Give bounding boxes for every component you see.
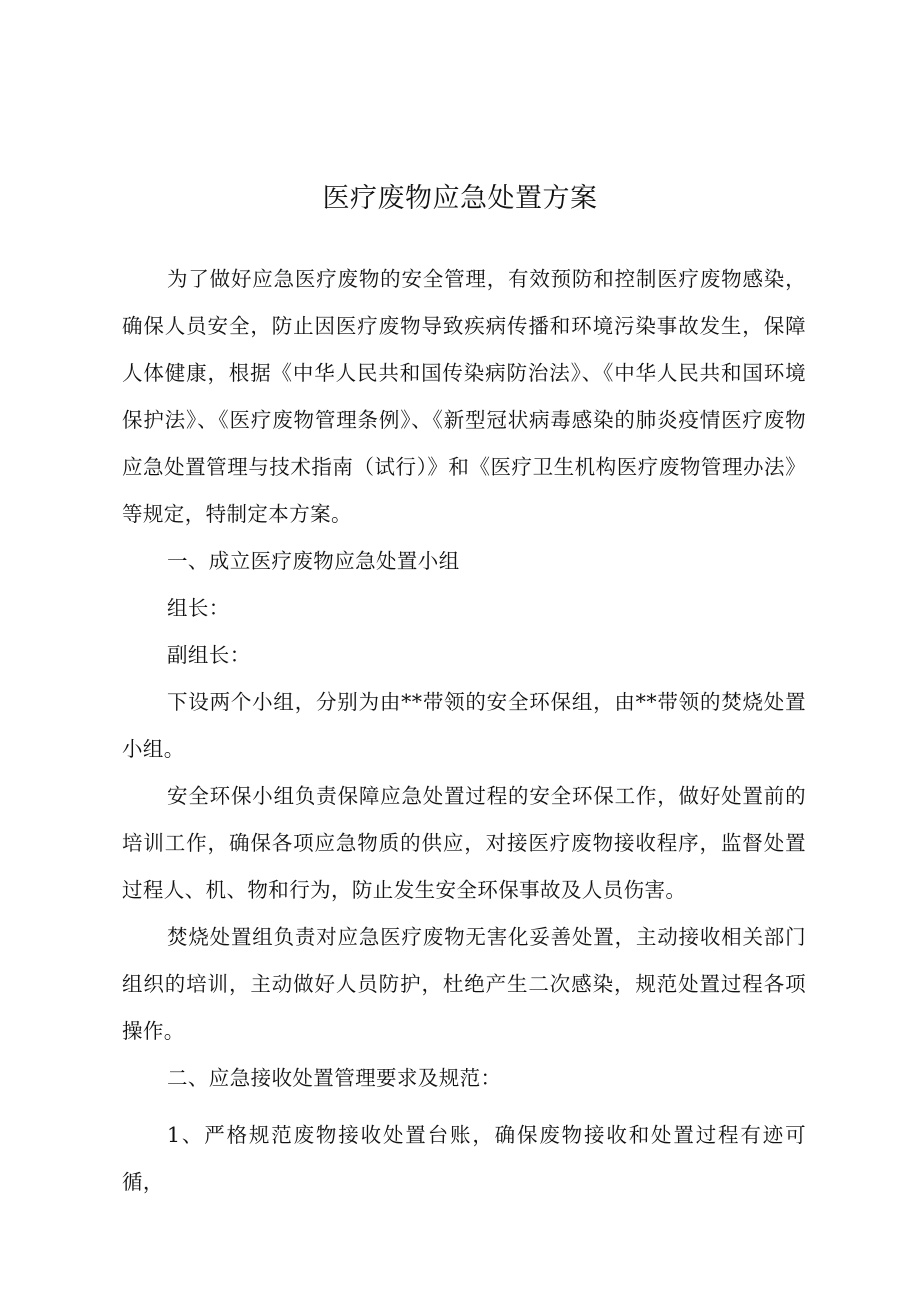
safety-group-paragraph: 安全环保小组负责保障应急处置过程的安全环保工作，做好处置前的培训工作，确保各项应急物质的供应，对接医疗废物接收程序，监督处置过程人、机、物和行为，防止发生安全环保事故及人员伤害。 — [122, 784, 806, 902]
deputy-leader-line: 副组长： — [167, 643, 251, 667]
document-body — [122, 256, 806, 1206]
subgroups-paragraph: 下设两个小组，分别为由**带领的安全环保组，由**带领的焚烧处置小组。 — [122, 690, 806, 761]
requirement-item-1: 1、严格规范废物接收处置台账，确保废物接收和处置过程有迹可循， — [122, 1123, 806, 1194]
team-leader-line: 组长： — [167, 596, 230, 620]
incineration-group-paragraph: 焚烧处置组负责对应急医疗废物无害化妥善处置，主动接收相关部门组织的培训，主动做好人员防护，杜绝产生二次感染，规范处置过程各项操作。 — [122, 925, 806, 1043]
document-title: 医疗废物应急处置方案 — [322, 183, 598, 214]
section-heading-2: 二、应急接收处置管理要求及规范： — [167, 1066, 502, 1090]
intro-paragraph: 为了做好应急医疗废物的安全管理，有效预防和控制医疗废物感染，确保人员安全，防止因医疗废物导致疾病传播和环境污染事故发生，保障人体健康，根据《中华人民共和国传染病防治法》、《中华人民共和国环境保护法》、《医疗废物管理条例》、《新型冠状病毒感染的肺炎疫情医疗废物应急处置管理与技术指南（试行）》和《医疗卫生机构医疗废物管理办法》等规定，特制定本方案。 — [122, 267, 806, 526]
section-heading-1: 一、成立医疗废物应急处置小组 — [167, 549, 460, 573]
